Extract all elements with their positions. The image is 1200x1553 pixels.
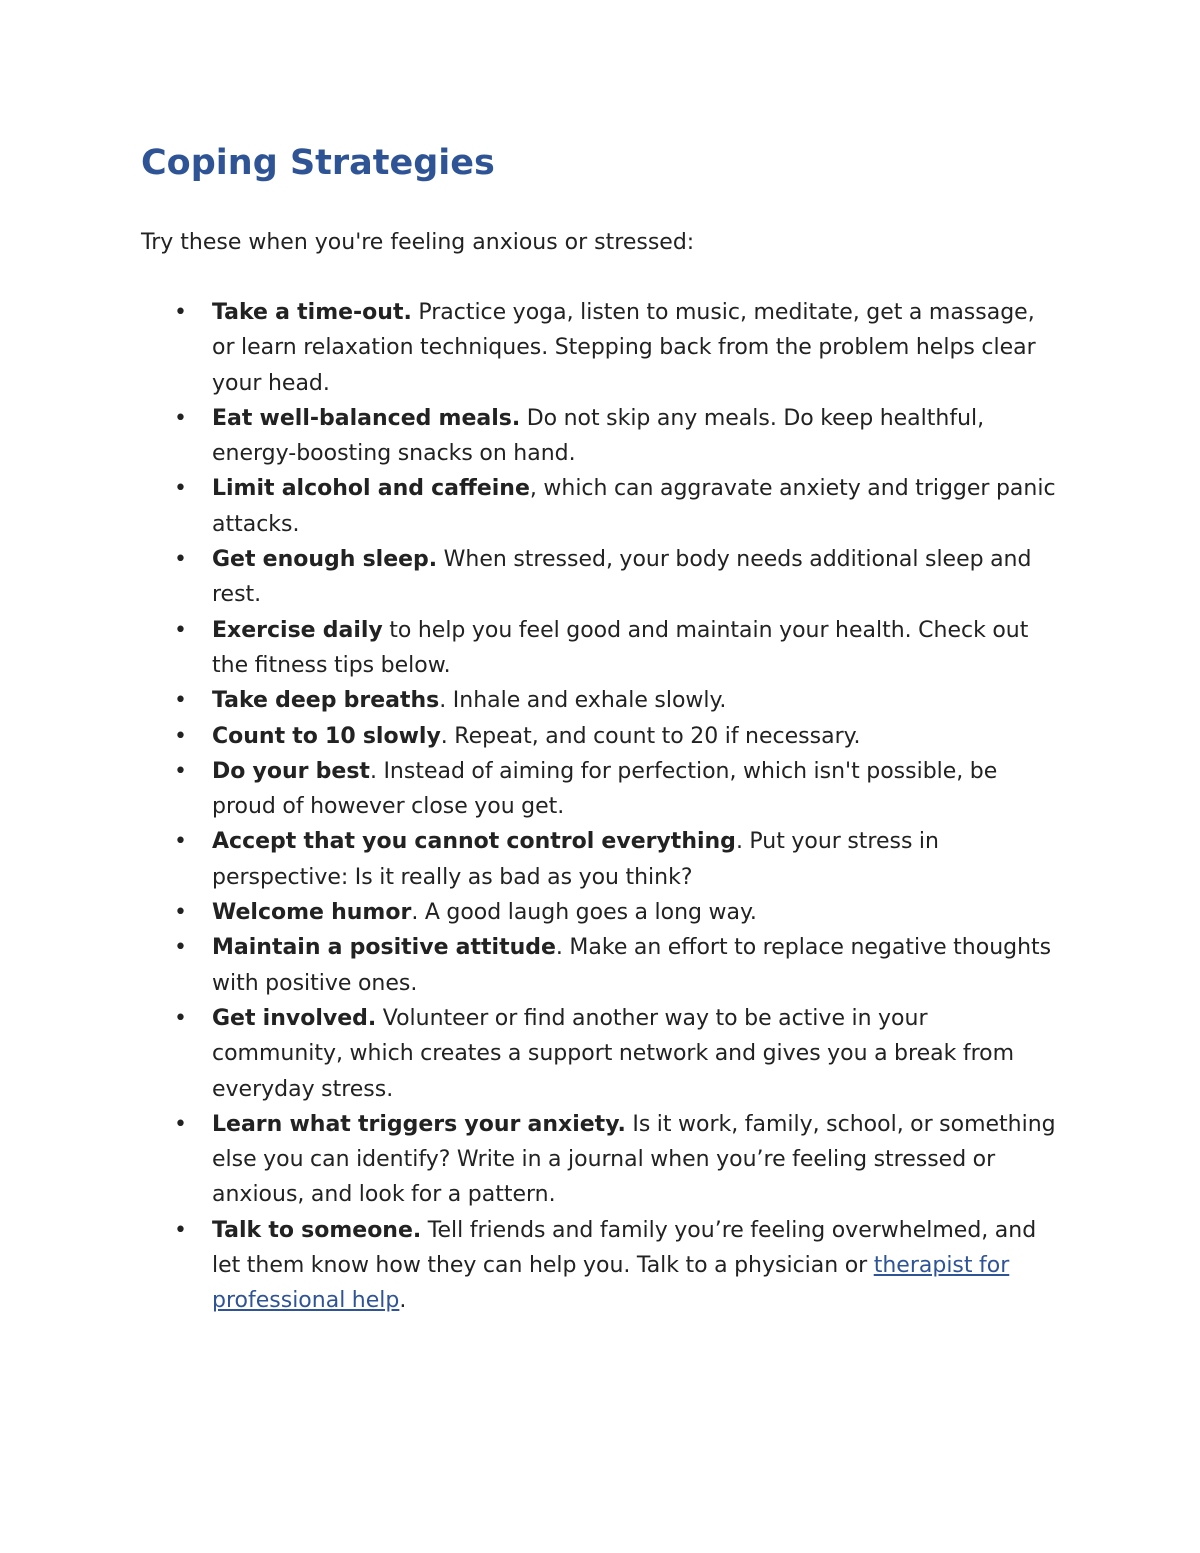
list-item: [141, 754, 1062, 825]
item-lead: Learn what triggers your anxiety.: [212, 1111, 626, 1137]
bullet-icon: •: [174, 405, 187, 431]
list-item: [141, 895, 1062, 930]
item-text: . A good laugh goes a long way.: [411, 900, 757, 926]
item-text: . Instead of aiming for perfection, which isn't possible, be proud of however close you get.: [212, 758, 998, 820]
item-lead: Welcome humor: [212, 900, 412, 926]
therapist-link[interactable]: therapist for professional help: [212, 1253, 1010, 1314]
list-item: [141, 471, 1062, 542]
item-lead: Maintain a positive attitude: [212, 935, 556, 961]
item-text: , which can aggravate anxiety and trigger panic attacks.: [212, 476, 1056, 537]
item-text: to help you feel good and maintain your health. Check out the fitness tips below.: [212, 617, 1029, 678]
item-text: . Repeat, and count to 20 if necessary.: [440, 723, 861, 749]
item-lead: Take deep breaths: [212, 688, 440, 714]
list-item: [141, 719, 1062, 754]
item-tail: .: [399, 1288, 407, 1314]
item-lead: Eat well-balanced meals.: [212, 405, 521, 431]
list-item: [141, 824, 1062, 895]
item-lead: Take a time-out.: [212, 300, 412, 325]
bullet-icon: •: [174, 617, 187, 643]
bullet-icon: •: [174, 758, 187, 784]
list-item: [141, 295, 1062, 401]
bullet-icon: •: [174, 935, 187, 961]
bullet-icon: •: [174, 1111, 187, 1137]
item-text: Do not skip any meals. Do keep healthful, energy-boosting snacks on hand.: [212, 405, 985, 467]
item-lead: Exercise daily: [212, 617, 383, 643]
page-title: Coping Strategies: [141, 143, 495, 183]
item-text: Tell friends and family you’re feeling overwhelmed, and let them know how they can help you. Talk to a physician or: [212, 1217, 1037, 1279]
item-text: Is it work, family, school, or something else you can identify? Write in a journal when you’re feeling stressed or anxious, and look for a pattern.: [212, 1111, 1056, 1208]
item-lead: Count to 10 slowly: [212, 723, 441, 749]
list-item: [141, 1107, 1062, 1213]
item-text: Practice yoga, listen to music, meditate, get a massage, or learn relaxation techniques. Stepping back from the problem helps clear your head.: [212, 300, 1036, 396]
list-item: [141, 683, 1062, 718]
list-item: [141, 613, 1062, 684]
item-lead: Get enough sleep.: [212, 547, 438, 573]
item-text: . Make an effort to replace negative thoughts with positive ones.: [212, 935, 1052, 996]
item-text: Volunteer or find another way to be active in your community, which creates a support network and gives you a break from everyday stress.: [212, 1005, 1015, 1102]
list-item: [141, 1001, 1062, 1107]
bullet-icon: •: [174, 476, 187, 502]
list-item: [141, 542, 1062, 613]
bullet-icon: •: [174, 1005, 187, 1031]
bullet-icon: •: [174, 900, 187, 926]
item-lead: Accept that you cannot control everything: [212, 829, 736, 855]
item-lead: Limit alcohol and caffeine: [212, 476, 530, 502]
bullet-icon: •: [174, 1217, 187, 1243]
bullet-icon: •: [174, 688, 187, 714]
item-text: . Put your stress in perspective: Is it really as bad as you think?: [212, 829, 939, 890]
list-item: [141, 1213, 1062, 1319]
item-lead: Get involved.: [212, 1005, 377, 1031]
bullet-icon: •: [174, 829, 187, 855]
item-lead: Talk to someone.: [212, 1217, 422, 1243]
list-item: [141, 401, 1062, 472]
list-item: [141, 930, 1062, 1001]
bullet-icon: •: [174, 547, 187, 573]
coping-strategies-list: [141, 295, 1101, 1319]
item-text: When stressed, your body needs additional sleep and rest.: [212, 547, 1032, 608]
item-text: . Inhale and exhale slowly.: [439, 688, 727, 714]
intro-text: Try these when you're feeling anxious or stressed:: [141, 230, 695, 255]
bullet-icon: •: [174, 723, 187, 749]
item-lead: Do your best: [212, 758, 370, 784]
bullet-icon: •: [174, 300, 187, 325]
